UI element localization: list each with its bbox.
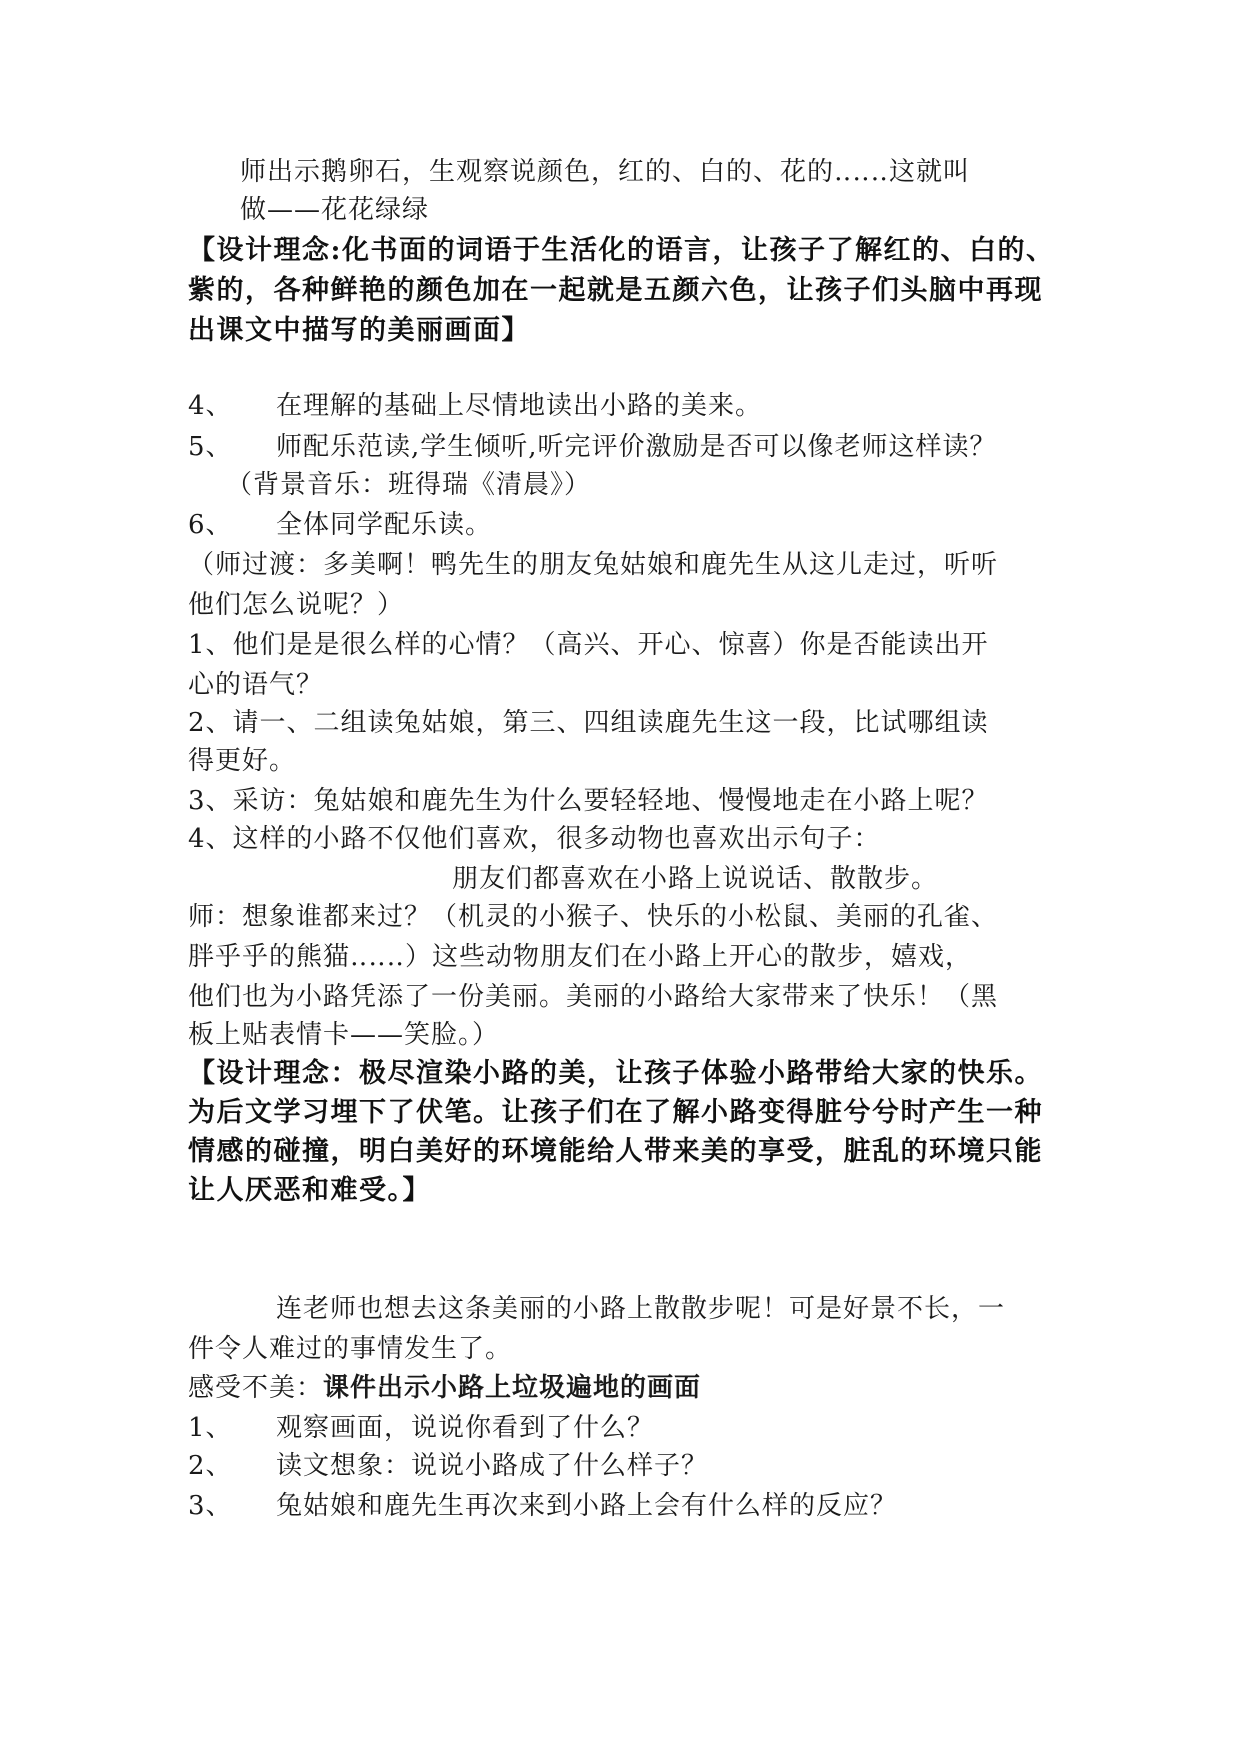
feel-bold-text: 课件出示小路上垃圾遍地的画面 [323,1373,702,1403]
step-text: 全体同学配乐读。 [276,510,493,540]
step-item [188,1447,708,1485]
step-item [188,1409,654,1447]
step-item [188,506,492,544]
question-line: 2、请一、二组读兔姑娘，第三、四组读鹿先生这一段，比试哪组读 [188,708,989,738]
design-note-line: 紫的，各种鲜艳的颜色加在一起就是五颜六色，让孩子们头脑中再现 [188,275,1043,306]
teacher-line: 师：想象谁都来过？（机灵的小猴子、快乐的小松鼠、美丽的孔雀、 [188,902,999,932]
step-text: 兔姑娘和鹿先生再次来到小路上会有什么样的反应？ [276,1491,898,1521]
teacher-line: 他们也为小路凭添了一份美丽。美丽的小路给大家带来了快乐！（黑 [188,982,999,1012]
step-text: 师配乐范读,学生倾听,听完评价激励是否可以像老师这样读？ [276,432,997,462]
question-line: 4、这样的小路不仅他们喜欢，很多动物也喜欢出示句子： [188,824,881,854]
feel-label: 感受不美： [188,1373,324,1403]
step-text: 观察画面，说说你看到了什么？ [276,1413,655,1443]
design-note-line: 出课文中描写的美丽画面】 [188,315,530,346]
teacher-line: 板上贴表情卡——笑脸。） [188,1020,500,1050]
design-note-line: 【设计理念：极尽渲染小路的美，让孩子体验小路带给大家的快乐。 [188,1058,1043,1089]
step-item [188,428,997,466]
step-number: 2、 [188,1451,233,1481]
step-number: 6、 [188,510,233,540]
transition-line: 他们怎么说呢？） [188,590,405,620]
step-number: 4、 [188,391,233,421]
design-note-line: 让人厌恶和难受。】 [188,1175,431,1206]
question-line: 3、采访：兔姑娘和鹿先生为什么要轻轻地、慢慢地走在小路上呢？ [188,786,989,816]
paragraph-line: 连老师也想去这条美丽的小路上散散步呢！可是好景不长，一 [276,1294,1006,1324]
step-item [188,387,762,425]
question-line: 心的语气？ [188,670,324,700]
step-text: 读文想象：说说小路成了什么样子？ [276,1451,709,1481]
step-text: 在理解的基础上尽情地读出小路的美来。 [276,391,763,421]
transition-line: （师过渡：多美啊！鸭先生的朋友兔姑娘和鹿先生从这儿走过，听听 [188,550,999,580]
paragraph-line: 做——花花绿绿 [240,195,430,225]
design-note-line: 为后文学习埋下了伏笔。让孩子们在了解小路变得脏兮兮时产生一种 [188,1097,1043,1128]
feel-heading [188,1369,701,1407]
step-number: 3、 [188,1491,233,1521]
step-item [188,1487,897,1525]
step-number: 5、 [188,432,233,462]
design-note-line: 【设计理念:化书面的词语于生活化的语言，让孩子了解红的、白的、 [188,235,1055,266]
paragraph-line: 件令人难过的事情发生了。 [188,1334,513,1364]
example-sentence: 朋友们都喜欢在小路上说说话、散散步。 [452,864,939,894]
question-line: 1、他们是是很么样的心情？（高兴、开心、惊喜）你是否能读出开 [188,630,989,660]
paragraph-line: 师出示鹅卵石，生观察说颜色，红的、白的、花的‥‥‥这就叫 [240,157,971,187]
question-line: 得更好。 [188,746,297,776]
music-note: （背景音乐：班得瑞《清晨》） [226,470,592,500]
design-note-line: 情感的碰撞，明白美好的环境能给人带来美的享受，脏乱的环境只能 [188,1136,1043,1167]
step-number: 1、 [188,1413,233,1443]
teacher-line: 胖乎乎的熊猫‥‥‥）这些动物朋友们在小路上开心的散步，嬉戏， [188,942,973,972]
